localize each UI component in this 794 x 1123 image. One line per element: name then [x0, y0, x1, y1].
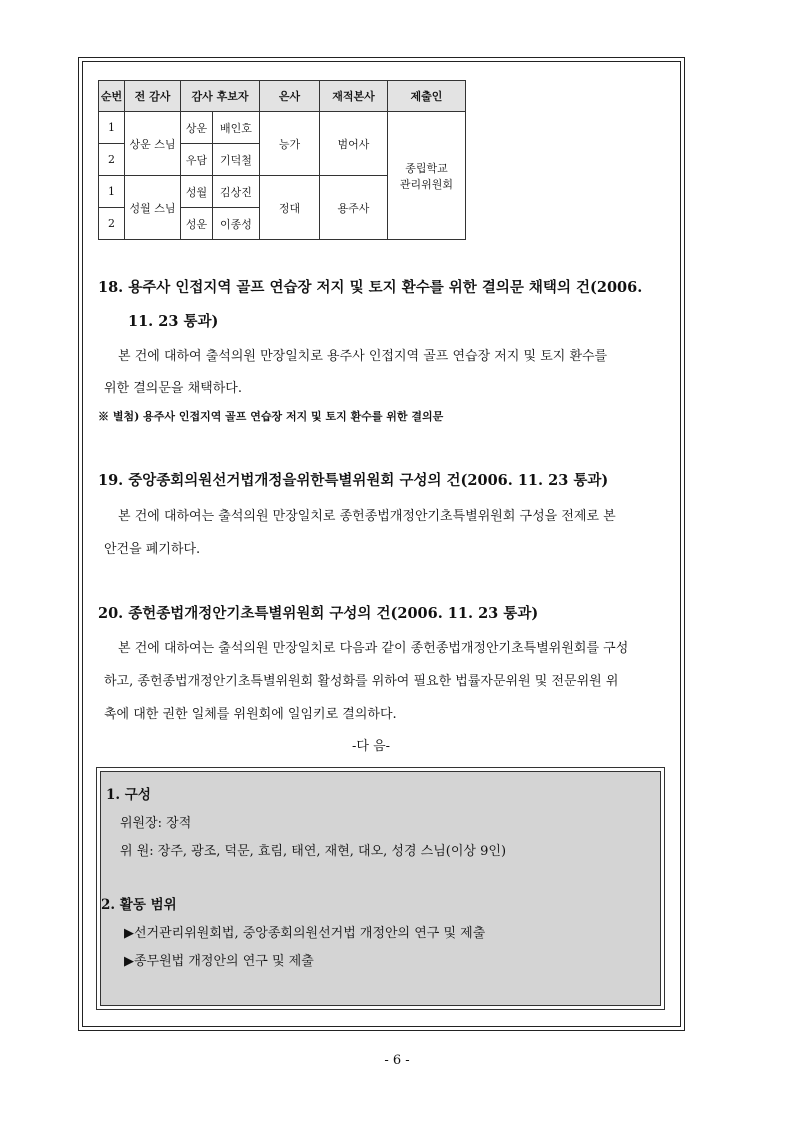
submitter — [388, 112, 466, 240]
section-19-title: 19. 중앙종회의원선거법개정을위한특별위원회 구성의 건(2006. 11. 23 통과) — [98, 472, 609, 489]
activity-item: ▶종무원법 개정안의 연구 및 제출 — [124, 954, 314, 969]
col-header-head-temple: 재적본사 — [320, 81, 388, 112]
master: 정대 — [260, 176, 320, 240]
section-18-title-cont: 11. 23 통과) — [128, 313, 219, 330]
candidate-dharma-name: 성월 — [181, 176, 213, 208]
col-header-candidate: 감사 후보자 — [181, 81, 260, 112]
candidate-name: 기덕철 — [213, 144, 260, 176]
submitter-line: 종립학교 — [405, 161, 448, 175]
activity-scope-heading: 2. 활동 범위 — [101, 897, 177, 913]
composition-heading: 1. 구성 — [106, 787, 151, 803]
candidate-name: 배인호 — [213, 112, 260, 144]
candidate-dharma-name: 성운 — [181, 208, 213, 240]
candidate-dharma-name: 상운 — [181, 112, 213, 144]
activity-item: ▶선거관리위원회법, 중앙종회의원선거법 개정안의 연구 및 제출 — [124, 926, 486, 941]
committee-members: 위 원: 장주, 광조, 덕문, 효림, 태연, 재현, 대오, 성경 스님(이상 9인) — [120, 844, 507, 859]
section-18-body-cont: 위한 결의문을 채택하다. — [104, 381, 242, 396]
row-number: 2 — [99, 144, 125, 176]
col-header-master: 은사 — [260, 81, 320, 112]
row-number: 2 — [99, 208, 125, 240]
following-label: -다 음- — [352, 739, 391, 754]
master: 능가 — [260, 112, 320, 176]
col-header-number: 순번 — [99, 81, 125, 112]
candidate-dharma-name: 우담 — [181, 144, 213, 176]
section-20-title: 20. 종헌종법개정안기초특별위원회 구성의 건(2006. 11. 23 통과) — [98, 605, 539, 622]
table-row — [99, 112, 466, 144]
head-temple: 용주사 — [320, 176, 388, 240]
section-18-body: 본 건에 대하여 출석의원 만장일치로 용주사 인접지역 골프 연습장 저지 및 토지 환수를 — [118, 349, 608, 364]
candidate-name: 김상진 — [213, 176, 260, 208]
former-auditor: 성월 스님 — [125, 176, 181, 240]
section-18-title: 18. 용주사 인접지역 골프 연습장 저지 및 토지 환수를 위한 결의문 채택의 건(2006. — [98, 279, 643, 296]
section-20-body: 본 건에 대하여는 출석의원 만장일치로 다음과 같이 종헌종법개정안기초특별위원회를 구성 — [118, 641, 629, 656]
col-header-former-auditor: 전 감사 — [125, 81, 181, 112]
table-header-row — [99, 81, 466, 112]
committee-box — [100, 771, 661, 1006]
section-18-attachment-note: ※ 별첨) 용주사 인접지역 골프 연습장 저지 및 토지 환수를 위한 결의문 — [98, 410, 444, 423]
committee-chair: 위원장: 장적 — [120, 816, 192, 831]
submitter-line: 관리위원회 — [399, 177, 454, 191]
page-number: - 6 - — [384, 1053, 410, 1068]
section-19-body-cont: 안건을 폐기하다. — [104, 542, 201, 557]
candidate-table — [98, 80, 466, 240]
section-20-body-cont: 하고, 종헌종법개정안기초특별위원회 활성화를 위하여 필요한 법률자문위원 및 전문위원 위 — [104, 674, 619, 689]
head-temple: 범어사 — [320, 112, 388, 176]
section-20-body-cont2: 촉에 대한 권한 일체를 위원회에 일임키로 결의하다. — [104, 707, 397, 722]
candidate-name: 이종성 — [213, 208, 260, 240]
section-19-body: 본 건에 대하여는 출석의원 만장일치로 종헌종법개정안기초특별위원회 구성을 전제로 본 — [118, 509, 616, 524]
former-auditor: 상운 스님 — [125, 112, 181, 176]
col-header-submitter: 제출인 — [388, 81, 466, 112]
row-number: 1 — [99, 112, 125, 144]
row-number: 1 — [99, 176, 125, 208]
